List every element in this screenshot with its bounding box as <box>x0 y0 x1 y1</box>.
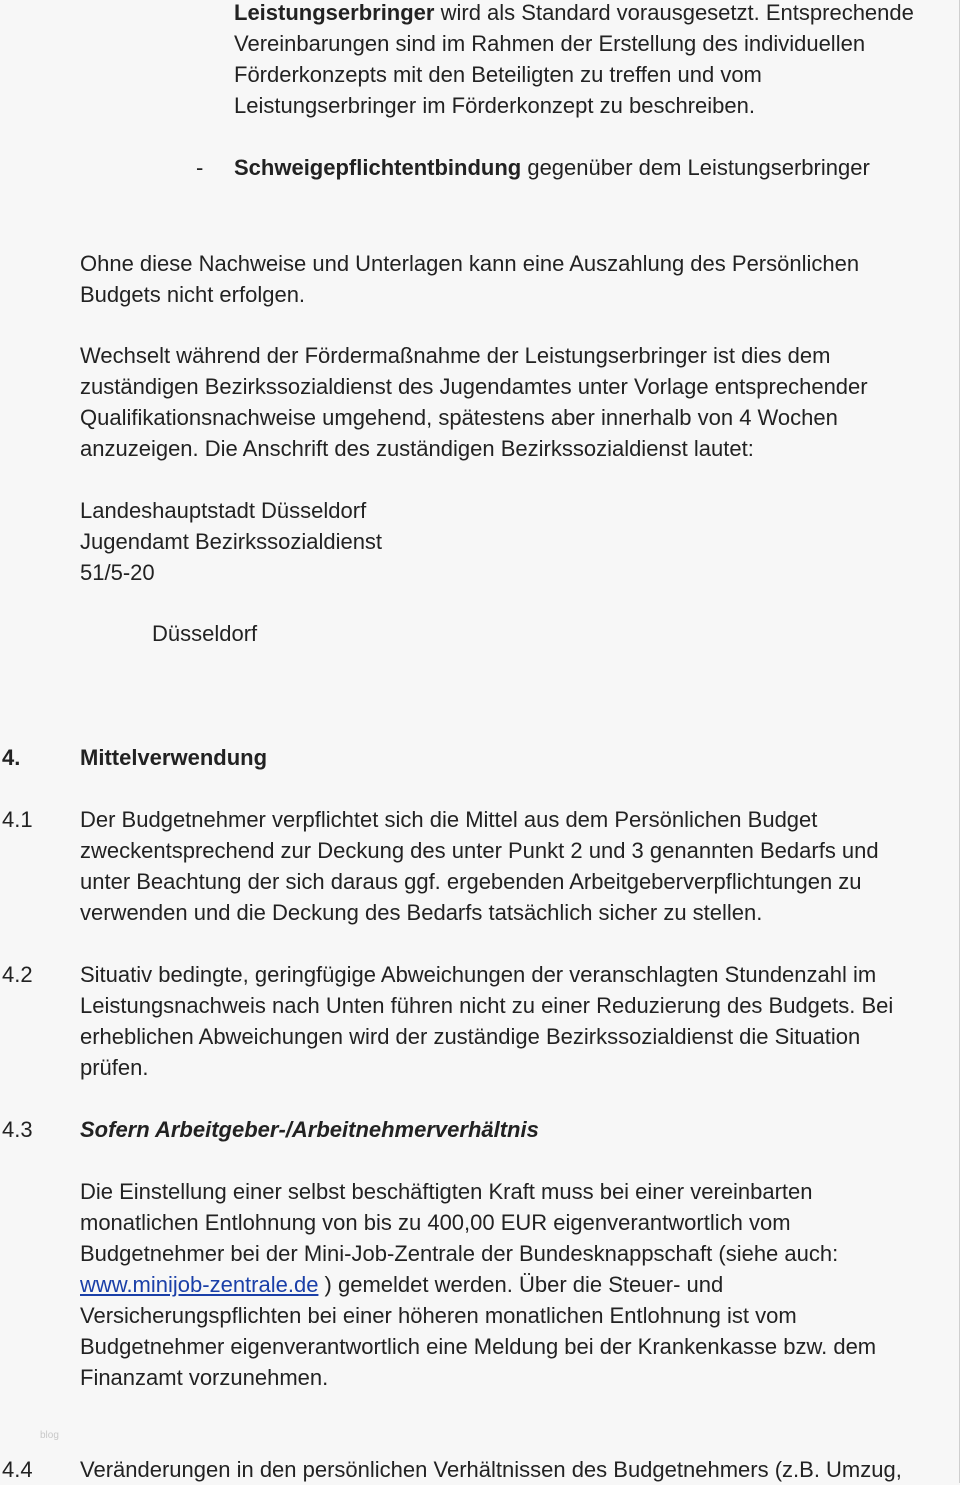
address-city: Düsseldorf <box>152 621 258 646</box>
section-title: Mittelverwendung <box>80 745 268 770</box>
paragraph-line: Versicherungspflichten bei einer höheren monatlichen Entlohnung ist vom <box>80 1303 797 1328</box>
paragraph-line: Der Budgetnehmer verpflichtet sich die Mittel aus dem Persönlichen Budget <box>80 807 818 832</box>
subsection-number: 4.2 <box>2 962 33 987</box>
subsection-number: 4.4 <box>2 1457 33 1482</box>
text-run: ) gemeldet werden. Über die Steuer- und <box>318 1272 724 1297</box>
paragraph-line: monatlichen Entlohnung von bis zu 400,00 EUR eigenverantwortlich vom <box>80 1210 791 1235</box>
section-number: 4. <box>2 745 21 770</box>
address-line-1: Landeshauptstadt Düsseldorf <box>80 498 367 523</box>
top-line-4: Leistungserbringer im Förderkonzept zu beschreiben. <box>234 93 755 118</box>
bullet-dash: - <box>196 155 204 180</box>
paragraph-line: zuständigen Bezirkssozialdienst des Jugendamtes unter Vorlage entsprechender <box>80 374 868 399</box>
subsection-title: Sofern Arbeitgeber-/Arbeitnehmerverhältnis <box>80 1117 539 1142</box>
paragraph-line: Finanzamt vorzunehmen. <box>80 1365 329 1390</box>
paragraph-line: erheblichen Abweichungen wird der zuständige Bezirkssozialdienst die Situation <box>80 1024 861 1049</box>
paragraph-line: zweckentsprechend zur Deckung des unter Punkt 2 und 3 genannten Bedarfs und <box>80 838 879 863</box>
paragraph-line: Qualifikationsnachweise umgehend, spätestens aber innerhalb von 4 Wochen <box>80 405 838 430</box>
address-line-2: Jugendamt Bezirkssozialdienst <box>80 529 383 554</box>
paragraph-line: Wechselt während der Fördermaßnahme der Leistungserbringer ist dies dem <box>80 343 831 368</box>
bullet-line <box>234 152 870 183</box>
paragraph-line: Die Einstellung einer selbst beschäftigten Kraft muss bei einer vereinbarten <box>80 1179 813 1204</box>
paragraph-line: unter Beachtung der sich daraus ggf. ergebenden Arbeitgeberverpflichtungen zu <box>80 869 862 894</box>
top-line-1 <box>234 0 914 28</box>
minijob-link[interactable]: www.minijob-zentrale.de <box>80 1272 319 1297</box>
text-run: wird als Standard vorausgesetzt. Entsprechende <box>434 0 914 25</box>
paragraph-line: Situativ bedingte, geringfügige Abweichungen der veranschlagten Stundenzahl im <box>80 962 877 987</box>
bold-term: Schweigepflichtentbindung <box>234 155 522 180</box>
paragraph-line: Veränderungen in den persönlichen Verhältnissen des Budgetnehmers (z.B. Umzug, <box>80 1457 902 1482</box>
subsection-number: 4.3 <box>2 1117 33 1142</box>
subsection-number: 4.1 <box>2 807 33 832</box>
paragraph-line: verwenden und die Deckung des Bedarfs tatsächlich sicher zu stellen. <box>80 900 763 925</box>
paragraph-line: Budgetnehmer eigenverantwortlich eine Meldung bei der Krankenkasse bzw. dem <box>80 1334 877 1359</box>
bold-term: Leistungserbringer <box>234 0 435 25</box>
paragraph-line: anzuzeigen. Die Anschrift des zuständigen Bezirkssozialdienst lautet: <box>80 436 754 461</box>
paragraph-line: Ohne diese Nachweise und Unterlagen kann eine Auszahlung des Persönlichen <box>80 251 860 276</box>
top-line-2: Vereinbarungen sind im Rahmen der Erstellung des individuellen <box>234 31 866 56</box>
paragraph-line <box>80 1269 723 1300</box>
paragraph-line: prüfen. <box>80 1055 149 1080</box>
paragraph-line: Budgetnehmer bei der Mini-Job-Zentrale der Bundesknappschaft (siehe auch: <box>80 1241 839 1266</box>
paragraph-line: Budgets nicht erfolgen. <box>80 282 306 307</box>
text-run: gegenüber dem Leistungserbringer <box>521 155 870 180</box>
address-line-3: 51/5-20 <box>80 560 155 585</box>
watermark: blog <box>40 1430 59 1441</box>
paragraph-line: Leistungsnachweis nach Unten führen nicht zu einer Reduzierung des Budgets. Bei <box>80 993 894 1018</box>
top-line-3: Förderkonzepts mit den Beteiligten zu treffen und vom <box>234 62 762 87</box>
